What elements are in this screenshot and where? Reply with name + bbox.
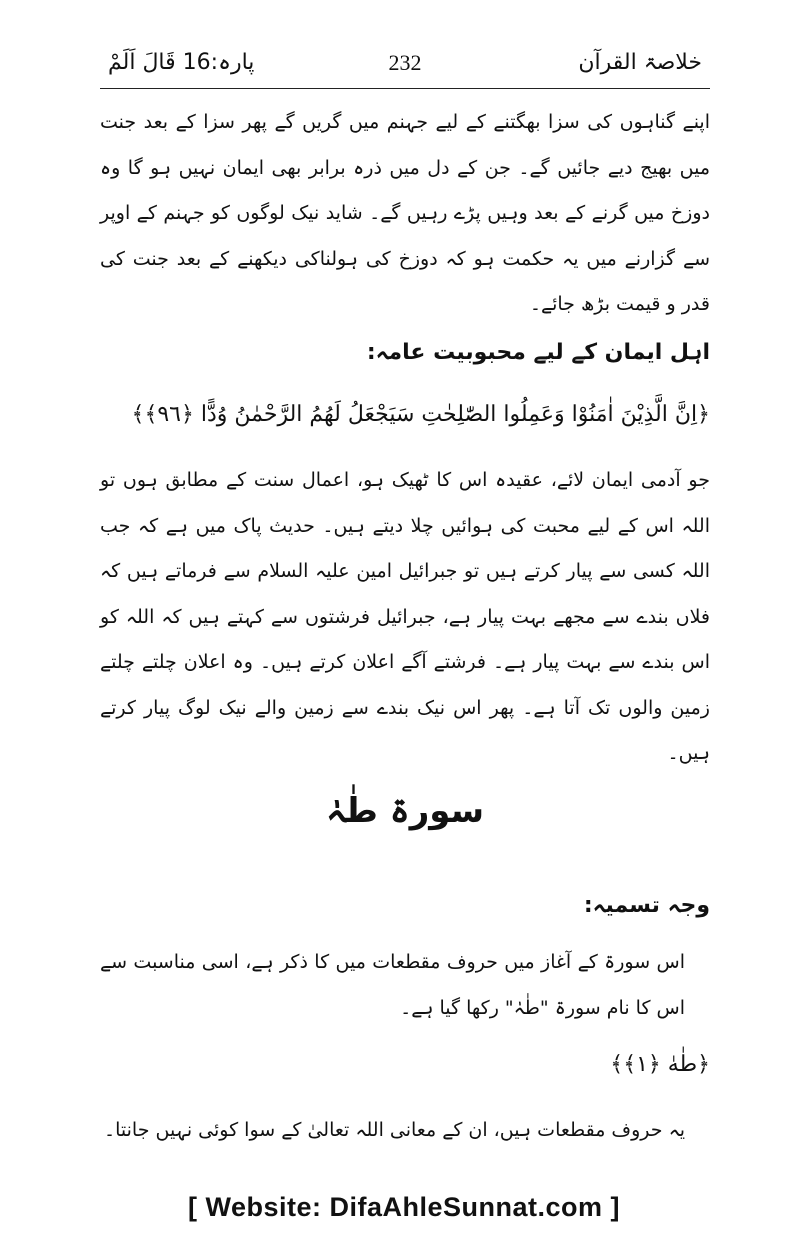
website-footer: [ Website: DifaAhleSunnat.com ] xyxy=(187,1192,621,1222)
ayah-taha: ﴿طٰهٰ ﴿١﴾﴾ xyxy=(610,1052,710,1077)
page-number: 232 xyxy=(388,50,422,75)
heading-ahl-e-iman: اہل ایمان کے لیے محبوبیت عامہ: xyxy=(366,340,710,365)
paragraph-4: یہ حروف مقطعات ہیں، ان کے معانی اللہ تعالیٰ کے سوا کوئی نہیں جانتا۔ xyxy=(103,1119,685,1141)
surah-title: سورۃ طٰہٰ xyxy=(325,791,485,831)
header-divider xyxy=(100,88,710,89)
paragraph-3: اس سورۃ کے آغاز میں حروف مقطعات میں کا ذکر ہے، اسی مناسبت سے اس کا نام سورۃ "طٰہٰ" رکھا گیا ہے۔ xyxy=(100,951,685,1019)
book-title: خلاصۃ القرآن xyxy=(578,50,702,75)
ayah-verse-96: ﴿اِنَّ الَّذِيْنَ اٰمَنُوْا وَعَمِلُوا الصّٰلِحٰتِ سَيَجْعَلُ لَهُمُ الرَّحْمٰنُ وُدًّا ﴿٩٦﴾﴾ xyxy=(131,402,710,427)
paragraph-2: جو آدمی ایمان لائے، عقیدہ اس کا ٹھیک ہو، اعمال سنت کے مطابق ہوں تو اللہ اس کے لیے محبت کی ہوائیں چلا دیتے ہیں۔ حدیث پاک میں ہے کہ جب اللہ کسی سے پیار کرتے ہیں تو جبرائیل امین علیہ السلام سے فرماتے ہیں کہ فلاں بندے سے مجھے بہت پیار ہے، جبرائیل فرشتوں سے کہتے ہیں کہ اللہ کو اس بندے سے بہت پیار ہے۔ فرشتے آگے اعلان کرتے ہیں۔ وہ اعلان چلتے چلتے زمین والوں تک آتا ہے۔ پھر اس نیک بندے سے زمین والے نیک لوگ پیار کرتے ہیں۔ xyxy=(100,469,710,764)
page-header xyxy=(100,48,710,88)
para-label: پارہ:16 قَالَ اَلَمْ xyxy=(108,50,255,75)
heading-wajh-e-tasmiya: وجہ تسمیہ: xyxy=(583,893,710,918)
paragraph-1: اپنے گناہوں کی سزا بھگتنے کے لیے جہنم میں گریں گے پھر سزا کے بعد جنت میں بھیج دیے جائیں گے۔ جن کے دل میں ذرہ برابر بھی ایمان نہیں ہو گا وہ دوزخ میں گرنے کے بعد وہیں پڑے رہیں گے۔ شاید نیک لوگوں کو جہنم کے اوپر سے گزارنے میں یہ حکمت ہو کہ دوزخ کی ہولناکی دیکھنے کے بعد جنت کی قدر و قیمت بڑھ جائے۔ xyxy=(100,111,710,315)
